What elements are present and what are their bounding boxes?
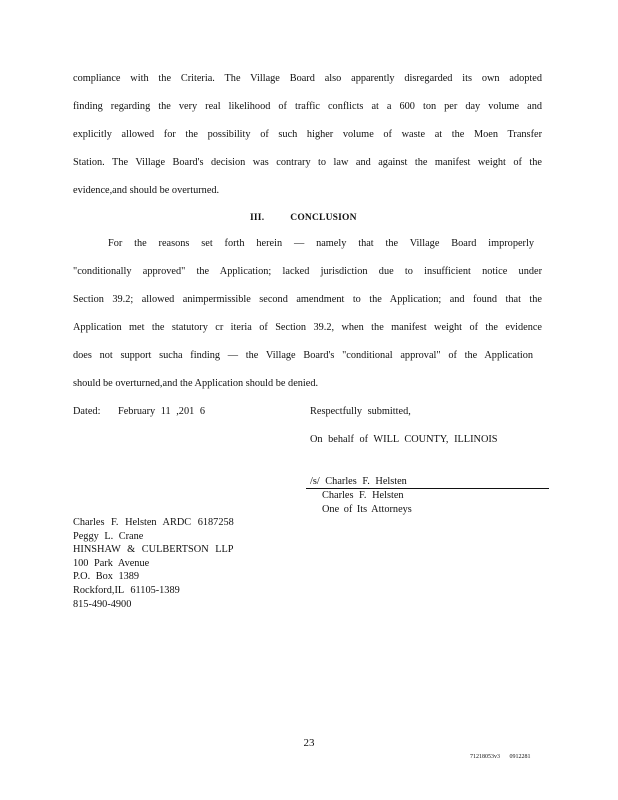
address-line: Charles F. Helsten ARDC 6187258 xyxy=(73,517,234,528)
address-line: P.O. Box 1389 xyxy=(73,571,140,583)
section-heading xyxy=(250,213,357,223)
dated-label: Dated: xyxy=(73,406,101,417)
signer-name: Charles F. Helsten xyxy=(322,490,404,501)
signer-role: One of Its Attorneys xyxy=(322,504,412,515)
address-line: Rockford,IL 61105-1389 xyxy=(73,584,180,596)
signature-date: February 11 ,201 6 xyxy=(118,406,205,417)
conclusion-line-4: Application met the statutory cr iteria of Section 39.2, when the manifest weight of the evidence xyxy=(73,322,542,333)
conclusion-line-6: should be overturned,and the Application should be denied. xyxy=(73,378,319,389)
conclusion-line-1: For the reasons set forth herein — namely that the Village Board improperly xyxy=(108,238,534,249)
conclusion-line-3: Section 39.2; allowed animpermissible second amendment to the Application; and found that the xyxy=(73,294,542,305)
address-line: 815-490-4900 xyxy=(73,598,132,610)
section-title: CONCLUSION xyxy=(290,213,357,223)
signature-closing: Respectfully submitted, xyxy=(310,406,411,417)
signature-on-behalf: On behalf of WILL COUNTY, ILLINOIS xyxy=(310,434,498,445)
address-line: 100 Park Avenue xyxy=(73,557,150,569)
address-line: Peggy L. Crane xyxy=(73,530,144,542)
body-line-1: compliance with the Criteria. The Village Board also apparently disregarded its own adopted xyxy=(73,73,542,84)
conclusion-line-5: does not support sucha finding — the Village Board's "conditional approval" of the Application xyxy=(73,350,533,361)
body-line-3: explicitly allowed for the possibility of such higher volume of waste at the Moen Transfer xyxy=(73,129,542,140)
body-line-4: Station. The Village Board's decision was contrary to law and against the manifest weight of the xyxy=(73,157,542,168)
section-number: III. xyxy=(250,213,265,223)
address-line: HINSHAW & CULBERTSON LLP xyxy=(73,544,234,556)
electronic-signature: /s/ Charles F. Helsten xyxy=(310,476,407,487)
page-number: 23 xyxy=(303,737,315,749)
conclusion-line-2: "conditionally approved" the Application; lacked jurisdiction due to insufficient notice under xyxy=(73,266,542,277)
attorney-address-block xyxy=(73,516,234,611)
body-line-2: finding regarding the very real likelihood of traffic conflicts at a 600 ton per day volume and xyxy=(73,101,542,112)
body-line-5: evidence,and should be overturned. xyxy=(73,185,220,196)
document-id: 71218053v3 0912281 xyxy=(470,754,531,760)
